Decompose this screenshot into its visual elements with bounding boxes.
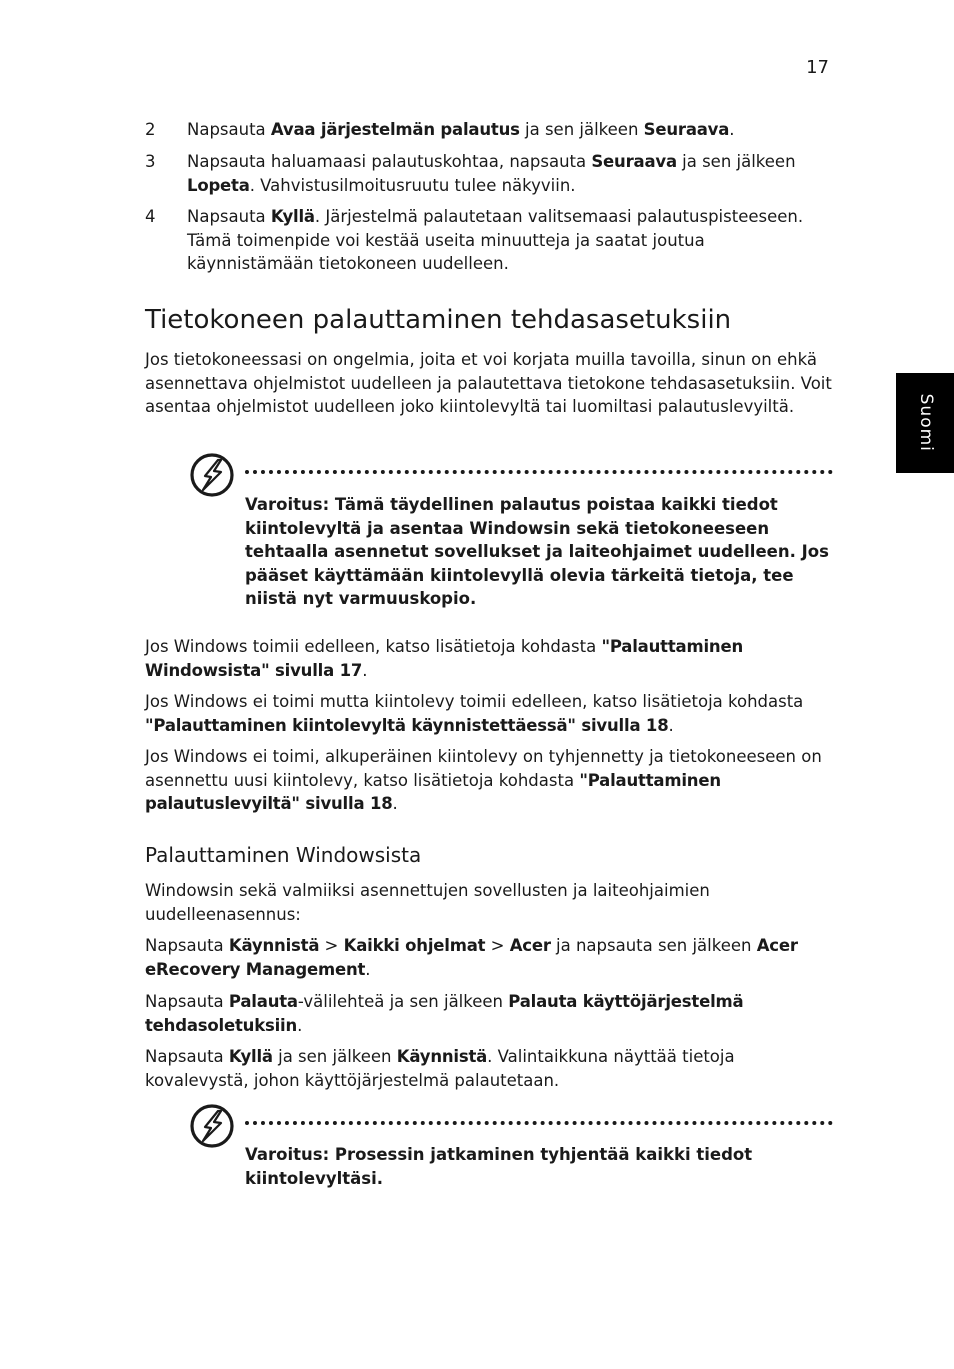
text-run: ja napsauta sen jälkeen <box>550 936 757 955</box>
paragraph <box>145 1045 835 1092</box>
text-run: Napsauta <box>145 1047 229 1066</box>
warning-divider <box>245 470 833 480</box>
text-run: > <box>319 936 344 955</box>
intro-paragraph: Jos tietokoneessasi on ongelmia, joita et voi korjata muilla tavoilla, sinun on ehkä asennettava ohjelmistot uudelleen ja palautettava tietokone tehdasasetuksiin. Voit asentaa ohjelmistot uudelleen joko kiintolevyltä tai luomiltasi palautuslevyiltä. <box>145 350 832 416</box>
text-run: ja sen jälkeen <box>272 1047 397 1066</box>
bold-term: Palauta <box>228 992 298 1011</box>
step-item <box>145 150 835 197</box>
warning-lightning-icon <box>188 1102 236 1150</box>
text-run: . Valintaikkuna näyttää tietoja kovalevystä, johon käyttöjärjestelmä palautetaan. <box>145 1047 735 1090</box>
bold-term: Käynnistä <box>228 936 320 955</box>
bold-term: Kyllä <box>270 207 315 226</box>
warning-lightning-icon <box>188 451 236 499</box>
step-number: 4 <box>145 207 156 226</box>
step-item <box>145 118 835 142</box>
paragraph <box>145 934 835 981</box>
paragraph <box>145 879 835 926</box>
bold-term: Avaa järjestelmän palautus <box>270 120 520 139</box>
text-run: . <box>362 660 368 680</box>
bold-term: "Palauttaminen kiintolevyltä käynnistettäessä" sivulla 18 <box>145 715 669 735</box>
text-run: . <box>392 794 398 813</box>
text-run: Napsauta <box>145 992 229 1011</box>
step-text <box>187 150 835 197</box>
step-text <box>187 205 835 276</box>
subsection-heading: Palauttaminen Windowsista <box>145 843 422 867</box>
text-run: . <box>729 120 735 139</box>
paragraph <box>145 990 835 1037</box>
paragraph <box>145 745 835 816</box>
text-run: Napsauta <box>187 120 271 139</box>
text-run: Napsauta <box>145 936 229 955</box>
bold-term: Acer <box>509 936 551 955</box>
warning-text: Varoitus: Prosessin jatkaminen tyhjentää kaikki tiedot kiintolevyltäsi. <box>245 1145 753 1188</box>
step-item <box>145 205 835 276</box>
text-run: -välilehteä ja sen jälkeen <box>297 992 509 1011</box>
text-run: Napsauta haluamaasi palautuskohtaa, napsauta <box>187 152 592 171</box>
bold-term: Kyllä <box>228 1047 273 1066</box>
text-run: . <box>668 715 674 735</box>
step-number: 3 <box>145 152 156 171</box>
bold-term: Seuraava <box>591 152 677 171</box>
text-run: ja sen jälkeen <box>519 120 644 139</box>
text-run: . <box>297 1015 303 1035</box>
text-run: Jos Windows toimii edelleen, katso lisätietoja kohdasta <box>145 637 602 656</box>
warning-text: Varoitus: Tämä täydellinen palautus poistaa kaikki tiedot kiintolevyltä ja asentaa Windowsin sekä tietokoneeseen tehtaalla asennetut sovellukset ja laiteohjaimet uudelleen. Jos pääset käyttämään kiintolevyllä olevia tärkeitä tietoja, tee niistä nyt varmuuskopio. <box>245 495 829 608</box>
bold-term: Palauta käyttöjärjestelmä tehdasoletuksiin <box>145 992 744 1035</box>
text-run: Windowsin sekä valmiiksi asennettujen sovellusten ja laiteohjaimien uudelleenasennus: <box>145 881 710 924</box>
paragraph <box>145 690 835 737</box>
warning-divider <box>245 1121 833 1131</box>
language-tab <box>896 373 954 473</box>
text-run: Jos Windows ei toimi mutta kiintolevy toimii edelleen, katso lisätietoja kohdasta <box>145 692 804 711</box>
section-heading: Tietokoneen palauttaminen tehdasasetuksiin <box>145 305 732 335</box>
bold-term: Käynnistä <box>396 1047 488 1066</box>
text-run: > <box>485 936 510 955</box>
text-run: ja sen jälkeen <box>676 152 796 171</box>
text-run: Napsauta <box>187 207 271 226</box>
text-run: Jos Windows ei toimi, alkuperäinen kiintolevy on tyhjennetty ja tietokoneeseen on asennettu uusi kiintolevy, katso lisätietoja kohdasta <box>145 747 822 790</box>
step-text <box>187 118 835 142</box>
page-number: 17 <box>806 57 829 78</box>
bold-term: Acer eRecovery Management <box>145 936 798 979</box>
bold-term: "Palauttaminen palautuslevyiltä" sivulla 18 <box>145 770 721 813</box>
bold-term: Kaikki ohjelmat <box>343 936 486 955</box>
language-tab-label: Suomi <box>915 393 936 453</box>
bold-term: Lopeta <box>187 175 250 195</box>
text-run: . Vahvistusilmoitusruutu tulee näkyviin. <box>249 175 576 195</box>
paragraph <box>145 635 835 682</box>
step-number: 2 <box>145 120 156 139</box>
bold-term: Seuraava <box>643 120 730 139</box>
text-run: . <box>365 959 371 979</box>
text-run: . Järjestelmä palautetaan valitsemaasi palautuspisteeseen. Tämä toimenpide voi kestää useita minuutteja ja saatat joutua käynnistämään tietokoneen uudelleen. <box>187 207 804 273</box>
bold-term: "Palauttaminen Windowsista" sivulla 17 <box>145 637 743 680</box>
